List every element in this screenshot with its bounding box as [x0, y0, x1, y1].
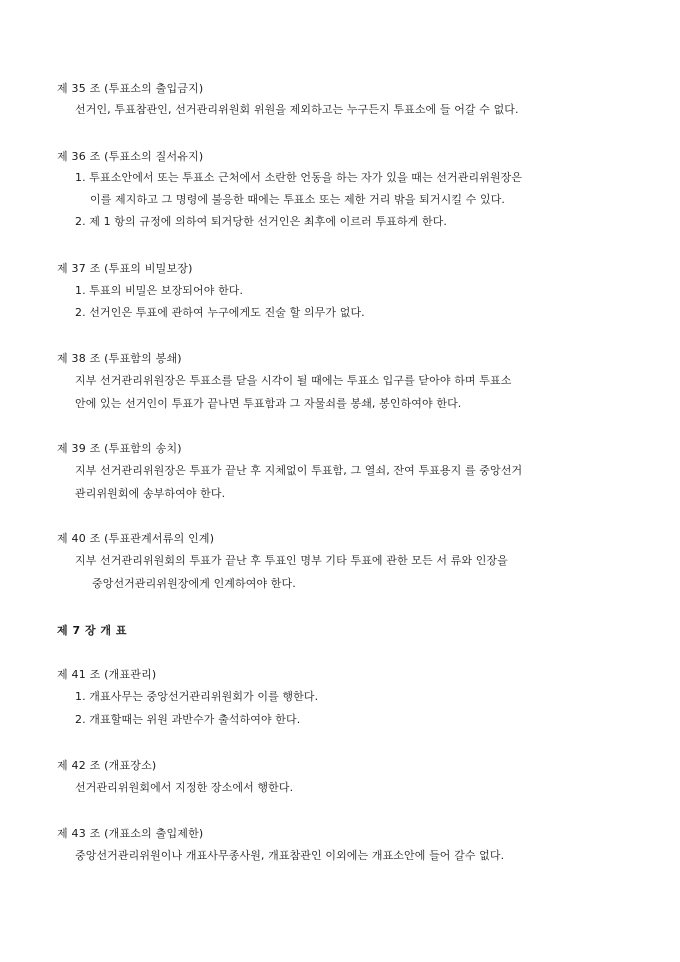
article-37-line-1: 1. 투표의 비밀은 보장되어야 한다.	[75, 284, 244, 297]
article-41-line-1: 1. 개표사무는 중앙선거관리위원회가 이를 행한다.	[75, 690, 319, 703]
article-36-heading: 제 36 조 (투표소의 질서유지)	[57, 150, 204, 163]
article-40-line-1: 지부 선거관리위원회의 투표가 끝난 후 투표인 명부 기타 투표에 관한 모든 서 류와 인장을	[75, 554, 508, 567]
article-35-heading: 제 35 조 (투표소의 출입금지)	[57, 82, 204, 95]
article-41-heading: 제 41 조 (개표관리)	[57, 668, 157, 681]
article-42-line-1: 선거관리위원회에서 지정한 장소에서 행한다.	[75, 781, 294, 794]
article-36-line-3: 2. 제 1 항의 규정에 의하여 퇴거당한 선거인은 최후에 이르러 투표하게 한다.	[75, 215, 448, 228]
article-43-heading: 제 43 조 (개표소의 출입제한)	[57, 827, 204, 840]
article-43-line-1: 중앙선거관리위원이나 개표사무종사원, 개표참관인 이외에는 개표소안에 들어 갈수 없다.	[75, 849, 505, 862]
article-39-line-2: 관리위원회에 송부하여야 한다.	[75, 487, 226, 500]
article-36-line-2: 이를 제지하고 그 명령에 불응한 때에는 투표소 또는 제한 거리 밖을 퇴거시킬 수 있다.	[90, 193, 506, 206]
article-42-heading: 제 42 조 (개표장소)	[57, 759, 157, 772]
article-41-line-2: 2. 개표할때는 위원 과반수가 출석하여야 한다.	[75, 713, 301, 726]
article-39-heading: 제 39 조 (투표함의 송치)	[57, 442, 182, 455]
article-39-line-1: 지부 선거관리위원장은 투표가 끝난 후 지체없이 투표함, 그 열쇠, 잔여 투표용지 를 중앙선거	[75, 464, 523, 477]
article-40-line-2: 중앙선거관리위원장에게 인계하여야 한다.	[92, 577, 296, 590]
article-35-line-1: 선거인, 투표참관인, 선거관리위원회 위원을 제외하고는 누구든지 투표소에 들 어갈 수 없다.	[75, 103, 519, 116]
article-38-line-2: 안에 있는 선거인이 투표가 끝나면 투표함과 그 자물쇠를 봉쇄, 봉인하여야 한다.	[75, 397, 462, 410]
article-38-heading: 제 38 조 (투표함의 봉쇄)	[57, 352, 182, 365]
article-38-line-1: 지부 선거관리위원장은 투표소를 닫을 시각이 될 때에는 투표소 입구를 닫아야 하며 투표소	[75, 374, 512, 387]
article-37-line-2: 2. 선거인은 투표에 관하여 누구에게도 진술 할 의무가 없다.	[75, 306, 365, 319]
chapter-7-title: 제 7 장 개 표	[57, 624, 127, 637]
article-36-line-1: 1. 투표소안에서 또는 투표소 근처에서 소란한 언동을 하는 자가 있을 때는 선거관리위원장은	[75, 171, 523, 184]
article-37-heading: 제 37 조 (투표의 비밀보장)	[57, 262, 193, 275]
article-40-heading: 제 40 조 (투표관계서류의 인계)	[57, 532, 215, 545]
